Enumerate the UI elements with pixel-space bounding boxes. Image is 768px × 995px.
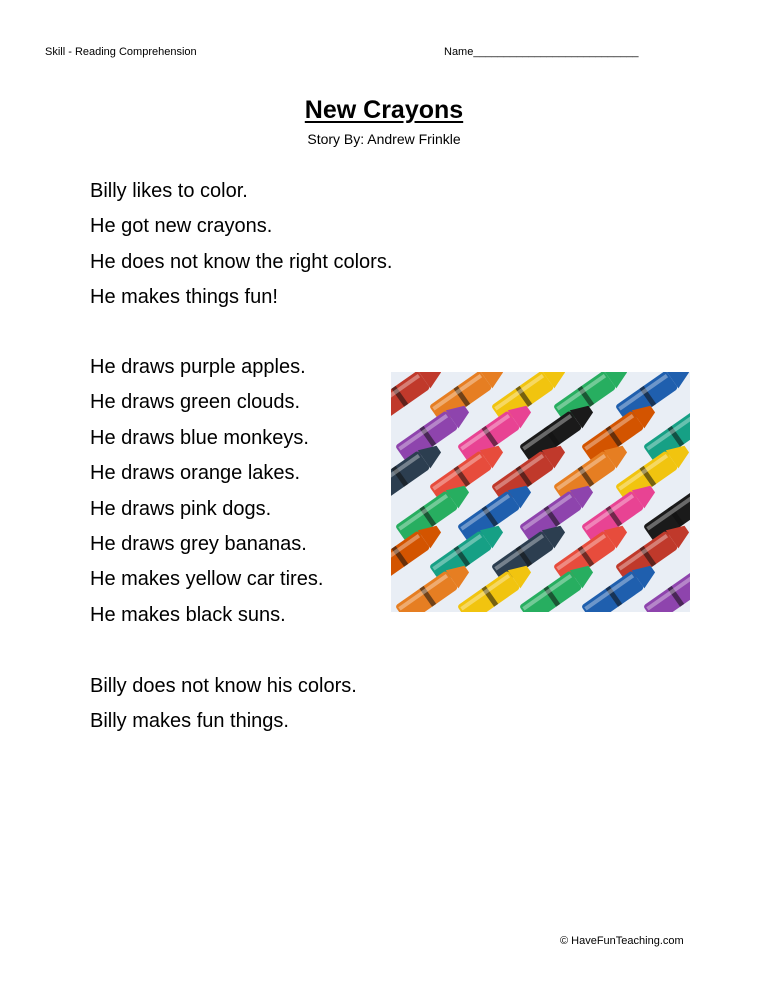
story-line: Billy likes to color. (90, 180, 248, 202)
story-line: Billy does not know his colors. (90, 675, 357, 697)
story-title: New Crayons (304, 96, 464, 124)
copyright-footer: © HaveFunTeaching.com (560, 935, 684, 947)
crayons-photo (391, 372, 690, 612)
skill-label: Skill - Reading Comprehension (45, 46, 197, 58)
story-line: He makes things fun! (90, 286, 278, 309)
name-field: Name___________________________ (444, 46, 639, 58)
story-byline: Story By: Andrew Frinkle (307, 131, 461, 147)
story-paragraph-2 (90, 350, 323, 633)
story-line: He draws pink dogs. (90, 497, 272, 520)
story-line: He draws blue monkeys. (90, 426, 309, 449)
story-line: He makes yellow car tires. (90, 568, 324, 591)
story-line: He draws green clouds. (90, 391, 301, 414)
story-paragraph-3 (90, 669, 357, 740)
story-line: He draws orange lakes. (90, 462, 301, 485)
crayons-illustration (391, 372, 690, 612)
story-paragraph-1 (90, 174, 392, 316)
story-line: Billy makes fun things. (90, 710, 289, 733)
story-line: He got new crayons. (90, 215, 273, 238)
story-line: He draws grey bananas. (90, 532, 307, 555)
story-line: He does not know the right colors. (90, 250, 393, 273)
story-line: He makes black suns. (90, 603, 286, 626)
story-line: He draws purple apples. (90, 356, 306, 378)
